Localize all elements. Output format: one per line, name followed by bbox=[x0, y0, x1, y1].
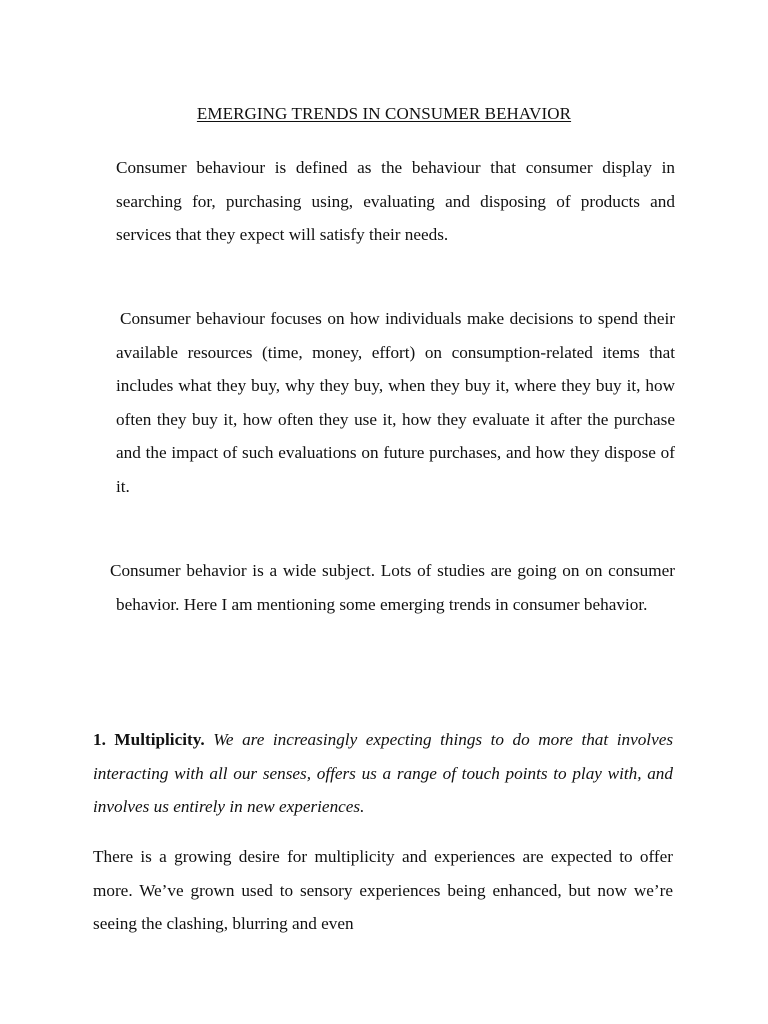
document-title: EMERGING TRENDS IN CONSUMER BEHAVIOR bbox=[196, 104, 572, 123]
trend-multiplicity bbox=[93, 723, 673, 824]
paragraph-definition: Consumer behaviour is defined as the behaviour that consumer display in searching for, purchasing using, evaluating and disposing of products and services that they expect will satisfy their needs. bbox=[116, 158, 675, 244]
paragraph-wide-subject: Consumer behavior is a wide subject. Lots of studies are going on on consumer behavior. Here I am mentioning some emerging trends in consumer behavior. bbox=[110, 561, 675, 614]
trend-heading: 1. Multiplicity. bbox=[93, 730, 205, 749]
paragraph-focus: Consumer behaviour focuses on how individuals make decisions to spend their available resources (time, money, effort) on consumption-related items that includes what they buy, why they buy, when they buy it, where they buy it, how often they buy it, how often they use it, how they evaluate it after the purchase and the impact of such evaluations on future purchases, and how they dispose of it. bbox=[116, 309, 675, 496]
trend-summary: We are increasingly expecting things to do more that involves interacting with all our senses, offers us a range of touch points to play with, and involves us entirely in new experiences. bbox=[93, 730, 674, 816]
paragraph-multiplicity-body: There is a growing desire for multiplicity and experiences are expected to offer more. We’ve grown used to sensory experiences being enhanced, but now we’re seeing the clashing, blurring and even bbox=[93, 847, 673, 933]
